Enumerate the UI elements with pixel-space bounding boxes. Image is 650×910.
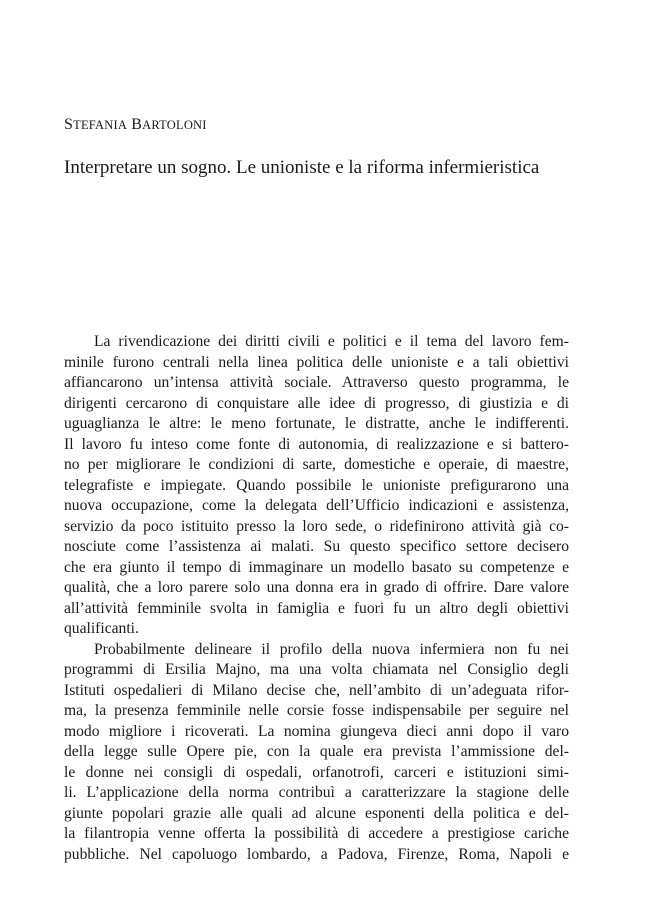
- text-line: affiancarono un’intensa attività sociale. Attraverso questo programma, le: [64, 374, 569, 391]
- paragraph-1: [64, 332, 569, 640]
- article-title: Interpretare un sogno. Le unioniste e la riforma infermieristica: [64, 157, 540, 178]
- text-line: nuova occupazione, come la delegata dell’Ufficio indicazioni e assistenza,: [64, 497, 569, 514]
- text-line: li. L’applicazione della norma contribuì a caratterizzare la stagione delle: [64, 784, 569, 801]
- text-line: della legge sulle Opere pie, con la quale era prevista l’ammissione del-: [64, 743, 569, 760]
- author-first-rest: TEFANIA: [73, 118, 128, 132]
- text-line: La rivendicazione dei diritti civili e politici e il tema del lavoro fem-: [94, 333, 569, 350]
- text-line: servizio da poco istituito presso la loro sede, o ridefinirono attività già co-: [64, 517, 569, 535]
- text-line: all’attività femminile svolta in famiglia e fuori fu un altro degli obiettivi: [64, 599, 569, 617]
- text-line: no per migliorare le condizioni di sarte, domestiche e operaie, di maestre,: [64, 456, 569, 473]
- paragraph-2: [64, 640, 569, 866]
- text-line: telegrafiste e impiegate. Quando possibile le unioniste prefigurarono una: [64, 476, 569, 494]
- author-last-initial: B: [131, 116, 143, 133]
- author-name: [64, 116, 207, 134]
- text-line: programmi di Ersilia Majno, ma una volta chiamata nel Consiglio degli: [64, 661, 569, 678]
- text-line: dirigenti cercarono di conquistare alle idee di progresso, di giustizia e di: [64, 394, 569, 412]
- text-line: la filantropia venne offerta la possibilità di accedere a prestigiose cariche: [64, 825, 569, 842]
- text-line: modo migliore i ricoverati. La nomina giungeva dieci anni dopo il varo: [64, 722, 569, 740]
- text-line: Probabilmente delineare il profilo della nuova infermiera non fu nei: [94, 640, 569, 658]
- text-line: nosciute come l’assistenza ai malati. Su questo specifico settore decisero: [64, 538, 569, 555]
- text-line: Istituti ospedalieri di Milano decise che, nell’ambito di un’adeguata rifor-: [64, 681, 569, 699]
- author-last-rest: ARTOLONI: [142, 118, 207, 132]
- text-line: qualità, che a loro parere solo una donna era in grado di offrire. Dare valore: [64, 579, 569, 596]
- text-line: Il lavoro fu inteso come fonte di autonomia, di realizzazione e si battero-: [64, 435, 569, 453]
- text-line: minile furono centrali nella linea politica delle unioniste e a tali obiettivi: [64, 353, 569, 371]
- text-line: le donne nei consigli di ospedali, orfanotrofi, carceri e istituzioni simi-: [64, 763, 569, 781]
- text-line: giunte popolari grazie alle quali ad alcune esponenti della politica e del-: [64, 804, 569, 822]
- author-first-initial: S: [64, 116, 74, 133]
- text-line: ma, la presenza femminile nelle corsie fosse indispensabile per seguire nel: [64, 702, 569, 719]
- text-line: qualificanti.: [64, 620, 139, 637]
- article-body: [64, 332, 569, 865]
- text-line: che era giunto il tempo di immaginare un modello basato su competenze e: [64, 558, 569, 576]
- text-line: pubbliche. Nel capoluogo lombardo, a Padova, Firenze, Roma, Napoli e: [64, 845, 569, 863]
- text-line: uguaglianza le altre: le meno fortunate, le distratte, anche le indifferenti.: [64, 415, 569, 432]
